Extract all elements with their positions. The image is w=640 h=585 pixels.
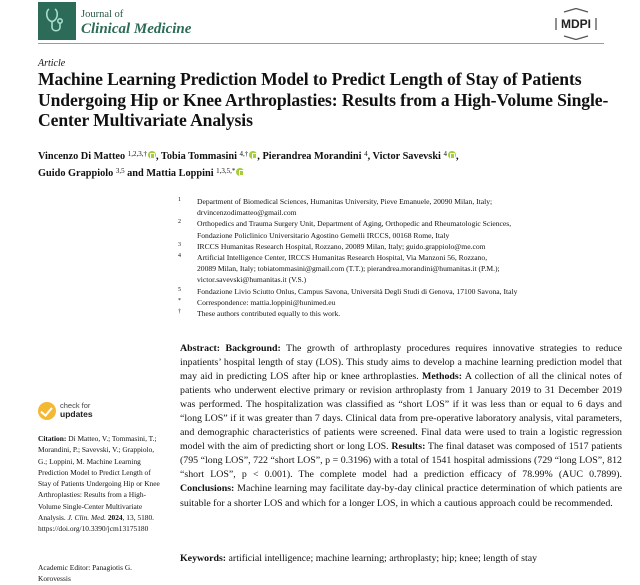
- author-affiliation-marks: 1,3,5,*: [216, 167, 236, 175]
- affiliation-text: victor.savevski@humanitas.it (V.S.): [197, 275, 307, 285]
- academic-editor: Academic Editor: Panagiotis G. Korovessis: [38, 563, 133, 584]
- abstract-label: Abstract:: [180, 343, 221, 354]
- stethoscope-icon: [41, 5, 73, 37]
- affiliation-line: [178, 286, 628, 297]
- citation-label: Citation:: [38, 434, 67, 443]
- check-updates-line2: updates: [60, 409, 93, 419]
- author-affiliation-marks: 3,5: [115, 167, 125, 175]
- affiliation-mark: 5: [178, 286, 181, 293]
- author-separator: ,: [155, 151, 161, 162]
- affiliation-text: 20089 Milan, Italy; tobiatommasini@gmail.com (T.T.); pierandrea.morandini@humanitas.it (P.M.);: [197, 264, 500, 274]
- affiliation-line: [178, 207, 628, 218]
- keywords: [180, 553, 622, 564]
- affiliation-line: [178, 218, 628, 229]
- results-label: Results:: [391, 441, 426, 453]
- mdpi-text: MDPI: [561, 17, 591, 31]
- author-affiliation-marks: 4,†: [239, 150, 249, 158]
- methods-label: Methods:: [422, 371, 463, 383]
- affiliation-line: [178, 263, 628, 274]
- author-affiliation-marks: 4: [443, 150, 447, 158]
- affiliation-mark: 1: [178, 197, 181, 203]
- affiliations: [178, 196, 628, 319]
- orcid-icon[interactable]: [148, 151, 156, 159]
- affiliation-mark: 3: [178, 241, 181, 248]
- affiliation-text: Fondazione Livio Sciutto Onlus, Campus Savona, Università Degli Studi di Genova, 17100 Savona, Italy: [197, 286, 518, 296]
- author-separator: and: [124, 168, 147, 179]
- conclusions-text: Machine learning may facilitate day-by-day clinical practice determination of which patients are suitable for a shorter LOS and which for a longer LOS, in which a cautious approach could be recommended.: [180, 483, 623, 509]
- article-type: Article: [38, 58, 66, 69]
- author-name[interactable]: Pierandrea Morandini: [262, 151, 362, 162]
- keywords-label: Keywords:: [180, 553, 227, 564]
- author-name[interactable]: Mattia Loppini: [146, 168, 214, 179]
- citation-block: [38, 433, 163, 535]
- citation-text: Di Matteo, V.; Tommasini, T.; Morandini, P.; Savevski, V.; Grappiolo, G.; Loppini, M. Machine Learning Prediction Model to Predict Length of Stay of Patients Undergoing Hip or Knee Arthroplasties: Results from a High-Volume Single-Center Multivariate Analysis.: [38, 434, 160, 523]
- affiliation-text: Artificial Intelligence Center, IRCCS Humanitas Research Hospital, Via Manzoni 56, Rozzano,: [197, 253, 488, 263]
- affiliation-line: [178, 196, 628, 207]
- background-label: Background:: [225, 343, 281, 354]
- author-separator: ,: [257, 151, 263, 162]
- results-text: The final dataset was composed of 1517 patients (795 “long LOS”, 722 “short LOS”, p = 0.3196) with a total of 1541 hospital admissions (729 “long LOS”, 812 “short LOS”, p < 0.001). The complete model had a prediction efficacy of 78.99% (AUC 0.7899).: [180, 441, 622, 481]
- author-name[interactable]: Tobia Tommasini: [160, 151, 237, 162]
- conclusions-label: Conclusions:: [180, 483, 235, 495]
- author-name[interactable]: Guido Grappiolo: [38, 168, 114, 179]
- affiliation-line: [178, 230, 628, 241]
- journal-header: [38, 2, 604, 44]
- affiliation-text: IRCCS Humanitas Research Hospital, Rozzano, 20089 Milan, Italy; guido.grappiolo@me.com: [197, 241, 486, 251]
- orcid-icon[interactable]: [249, 151, 257, 159]
- journal-name-line1: Journal of: [81, 9, 124, 20]
- citation-year: 2024: [107, 513, 123, 523]
- keywords-text: artificial intelligence; machine learning; arthroplasty; hip; knee; length of stay: [228, 553, 538, 564]
- affiliation-text: Correspondence: mattia.loppini@hunimed.eu: [197, 297, 336, 307]
- affiliation-line: [178, 241, 628, 252]
- mdpi-logo: [550, 8, 602, 44]
- author-affiliation-marks: 4: [364, 150, 368, 158]
- affiliation-mark: 2: [178, 219, 181, 226]
- affiliation-text: Orthopedics and Trauma Surgery Unit, Department of Aging, Orthopedic and Rheumatologic Sciences,: [197, 219, 512, 229]
- author-separator: ,: [455, 151, 459, 162]
- citation-journal: J. Clin. Med.: [67, 513, 106, 523]
- article-title: Machine Learning Prediction Model to Predict Length of Stay of Patients Undergoing Hip or Knee Arthroplasties: Results from a High-Volume Single-Center Multivariate Analysis: [38, 69, 609, 130]
- author-list: [38, 147, 618, 181]
- abstract: [180, 342, 622, 511]
- affiliation-mark: †: [178, 309, 181, 316]
- mdpi-hexagon-icon: [550, 8, 602, 40]
- affiliation-mark: *: [178, 297, 181, 304]
- affiliation-text: These authors contributed equally to this work.: [197, 309, 341, 319]
- affiliation-line: [178, 252, 628, 263]
- background-text: The growth of arthroplasty procedures requires innovative strategies to reduce inpatients’ hospital length of stay (LOS). This study aims to develop a machine learning prediction model that may aid in predicting LOS after hip or knee arthroplasties.: [180, 343, 622, 383]
- methods-text: A collection of all the clinical notes of patients who underwent elective primary or revision arthroplasty from 1 January 2019 to 31 December 2019 was performed. The hospitalization was classified as “short LOS” if it was less than or equal to 6 days and “long LOS” if it was greater than 7 days. Clinical data from pre-operative laboratory analysis, vital parameters, and demographic characteristics of patients were screened. Final data were used to train a logistic regression model with the aim of predicting short or long LOS.: [180, 371, 622, 453]
- author-separator: ,: [367, 151, 373, 162]
- check-updates-line1: check for: [60, 401, 91, 410]
- orcid-icon[interactable]: [448, 151, 456, 159]
- affiliation-text: Department of Biomedical Sciences, Humanitas University, Pieve Emanuele, 20090 Milan, Italy;: [197, 197, 493, 206]
- author-name[interactable]: Vincenzo Di Matteo: [38, 151, 126, 162]
- affiliation-line: [178, 274, 628, 285]
- affiliation-line: [178, 297, 628, 308]
- affiliation-line: [178, 308, 628, 319]
- checkmark-icon: [38, 402, 56, 420]
- journal-logo: [38, 2, 76, 40]
- author-affiliation-marks: 1,2,3,†: [127, 150, 147, 158]
- journal-name-line2: Clinical Medicine: [81, 21, 192, 37]
- citation-doi[interactable]: , 13, 5180. https://doi.org/10.3390/jcm13175180: [38, 513, 155, 534]
- author-name[interactable]: Victor Savevski: [372, 151, 441, 162]
- affiliation-mark: 4: [178, 253, 181, 260]
- affiliation-text: drvincenzodimatteo@gmail.com: [197, 208, 297, 218]
- affiliation-text: Fondazione Policlinico Universitario Agostino Gemelli IRCCS, 00168 Rome, Italy: [197, 230, 450, 240]
- orcid-icon[interactable]: [236, 168, 244, 176]
